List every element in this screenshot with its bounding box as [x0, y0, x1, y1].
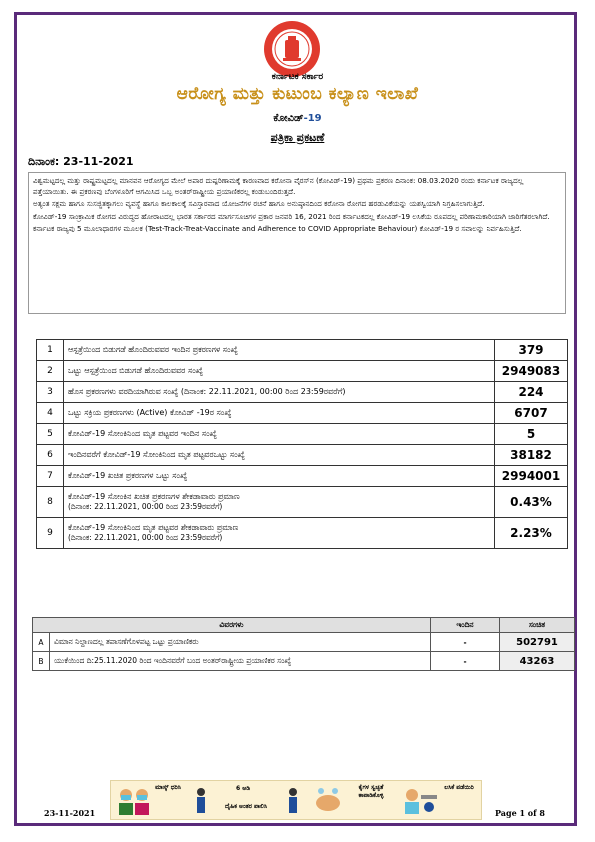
row-value: 6707 [495, 403, 568, 424]
row-label: ಕೋವಿಡ್-19 ಖಚಿತ ಪ್ರಕರಣಗಳ ಒಟ್ಟು ಸಂಖ್ಯೆ [64, 466, 495, 487]
karnataka-emblem-logo [263, 20, 321, 78]
row-label: ಹೊಸ ಪ್ರಕರಣಗಳು ವರದಿಯಾಗಿರುವ ಸಂಖ್ಯೆ (ದಿನಾಂಕ: 22.11.2021, 00:00 ರಿಂದ 23:59ರವರೆಗೆ) [64, 382, 495, 403]
row-today: - [431, 652, 500, 671]
row-description: ಯುಕೆಯಿಂದ ದಿ:25.11.2020 ರಿಂದ ಇಂದಿನವರೆಗೆ ಬಂದ ಅಂತರ್‌ರಾಷ್ಟ್ರೀಯ ಪ್ರಯಾಣಿಕರ ಸಂಖ್ಯೆ [50, 652, 431, 671]
banner-label: ಕೈಗಳ ಸ್ವಚ್ಛತೆ ಕಾಪಾಡಿಕೊಳ್ಳಿ [358, 784, 384, 799]
row-value: 2949083 [495, 361, 568, 382]
row-number: 8 [37, 487, 64, 518]
row-label: ಆಸ್ಪತ್ರೆಯಿಂದ ಬಿಡುಗಡೆ ಹೊಂದಿರುವವರ ಇಂದಿನ ಪ್ರಕರಣಗಳ ಸಂಖ್ಯೆ [64, 340, 495, 361]
masked-people-icon [115, 785, 153, 815]
row-sublabel: (ದಿನಾಂಕ: 22.11.2021, 00:00 ರಿಂದ 23:59ರವರೆಗೆ) [68, 502, 223, 511]
hand-wash-icon [311, 785, 345, 815]
row-value: 379 [495, 340, 568, 361]
footer-date: 23-11-2021 [44, 808, 96, 818]
table-row [37, 424, 568, 445]
department-title: ಆರೋಗ್ಯ ಮತ್ತು ಕುಟುಂಬ ಕಲ್ಯಾಣ ಇಲಾಖೆ [176, 84, 419, 104]
intro-paragraph: ವಿಶ್ವಮಟ್ಟದಲ್ಲ ಮತ್ತು ರಾಷ್ಟ್ರಮಟ್ಟದಲ್ಲ ಮಾನವನ ಆರೋಗ್ಯದ ಮೇಲೆ ಅಪಾರ ದುಷ್ಪರಿಣಾಮಕ್ಕೆ ಕಾರಣವಾದ ಕರೋನಾ ವೈರಸ್‌ನ (ಕೋವಿಡ್-19) ಪ್ರಥಮ ಪ್ರಕರಣ ದಿನಾಂಕ: 08.03.2020 ರಂದು ಕರ್ನಾಟಕ ರಾಜ್ಯದಲ್ಲ ಪತ್ತೆಯಾಯಿತು. ಈ ಪ್ರಕರಣವು ಬೆಂಗಳೂರಿಗೆ ಆಗಮಿಸಿದ ಒಬ್ಬ ಅಂತರ್‌ರಾಷ್ಟ್ರೀಯ ಪ್ರಯಾಣಿಕರಲ್ಲ ಕಂಡುಬಂದಿರುತ್ತದೆ. [33, 176, 524, 196]
table-row [33, 652, 575, 671]
table-header-row [33, 618, 575, 633]
row-label: ಒಟ್ಟು ಆಸ್ಪತ್ರೆಯಿಂದ ಬಿಡುಗಡೆ ಹೊಂದಿರುವವರ ಸಂಖ್ಯೆ [64, 361, 495, 382]
intro-paragraph: ಕರ್ನಾಟಕ ರಾಜ್ಯವು 5 ಮೂಲಾಧಾರಗಳ ಮೂಲಕ (Test-Track-Treat-Vaccinate and Adherence to COVID Appropriate Behaviour) ಕೋವಿಡ್-19 ರ ಸವಾಲನ್ನು ನಿರ್ವಹಿಸುತ್ತಿದೆ. [33, 224, 522, 234]
today-header: ಇಂದಿನ [431, 618, 500, 633]
person-icon [283, 787, 303, 815]
row-label: ಇಂದಿನವರೆಗೆ ಕೋವಿಡ್-19 ಸೋಂಕಿನಿಂದ ಮೃತ ಪಟ್ಟವರಒಟ್ಟು ಸಂಖ್ಯೆ [64, 445, 495, 466]
banner-label: ಲಸಿಕೆ ಪಡೆಯಿರಿ [444, 784, 474, 791]
row-value: 5 [495, 424, 568, 445]
row-number: 2 [37, 361, 64, 382]
cumulative-header: ಸಂಚಿತ [500, 618, 575, 633]
row-number: 5 [37, 424, 64, 445]
government-title: ಕರ್ನಾಟಕ ಸರ್ಕಾರ [271, 72, 324, 82]
banner-label: ದೈಹಿಕ ಅಂತರ ಪಾಲಿಸಿ [224, 803, 268, 810]
row-label-cell [64, 518, 495, 549]
table-row [37, 445, 568, 466]
row-letter: A [33, 633, 50, 652]
intro-box [28, 172, 566, 314]
row-label: ಕೋವಿಡ್-19 ಸೋಂಕಿನಿಂದ ಮೃತ ಪಟ್ಟವರ ಶೇಕಡಾವಾರು ಪ್ರಮಾಣ [68, 523, 239, 532]
table-row [37, 403, 568, 424]
row-value: 2.23% [495, 518, 568, 549]
vaccine-icon [401, 785, 439, 815]
row-number: 6 [37, 445, 64, 466]
row-value: 2994001 [495, 466, 568, 487]
table-row [37, 487, 568, 518]
intro-paragraph: ಕೋವಿಡ್-19 ಸಾಂಕ್ರಾಮಿಕ ರೋಗದ ವಿರುದ್ಧದ ಹೋರಾಟದಲ್ಲ ಭಾರತ ಸರ್ಕಾರದ ಮಾರ್ಗಸೂಚಿಗಳ ಪ್ರಕಾರ ಜನವರಿ 16, 2021 ರಿಂದ ಕರ್ನಾಟಕದಲ್ಲ ಕೋವಿಡ್-19 ಲಸಿಕೆಯ ರೂಪದಲ್ಲ ಪರಿಣಾಮಕಾರಿಯಾಗಿ ಜಾರಿಗೆತರಲಾಗಿದೆ. [33, 211, 550, 221]
row-value: 38182 [495, 445, 568, 466]
banner-label: ಮಾಸ್ಕ್ ಧರಿಸಿ [155, 784, 181, 791]
table-row [37, 382, 568, 403]
row-label: ಕೋವಿಡ್-19 ಸೋಂಕಿನ ಖಚಿತ ಪ್ರಕರಣಗಳ ಶೇಕಡಾವಾರು ಪ್ರಮಾಣ [68, 492, 240, 501]
row-cumulative: 43263 [500, 652, 575, 671]
covid-appropriate-behaviour-banner [110, 780, 482, 820]
row-sublabel: (ದಿನಾಂಕ: 22.11.2021, 00:00 ರಿಂದ 23:59ರವರೆಗೆ) [68, 533, 223, 542]
table-row [37, 518, 568, 549]
row-description: ವಿಮಾನ ನಿಲ್ದಾಣದಲ್ಲ ತಪಾಸಣೆಗೊಳಪಟ್ಟ ಒಟ್ಟು ಪ್ರಯಾಣಿಕರು [50, 633, 431, 652]
row-number: 3 [37, 382, 64, 403]
covid-prefix: ಕೋವಿಡ್ [273, 113, 304, 124]
press-release-title: ಪತ್ರಿಕಾ ಪ್ರಕಟಣೆ [270, 131, 325, 144]
row-number: 4 [37, 403, 64, 424]
banner-label: 6 ಅಡಿ [236, 785, 250, 792]
row-value: 224 [495, 382, 568, 403]
details-header: ವಿವರಗಳು [33, 618, 431, 633]
covid-number: -19 [303, 113, 322, 124]
stats-table [36, 339, 568, 549]
row-today: - [431, 633, 500, 652]
table-row [37, 466, 568, 487]
row-number: 9 [37, 518, 64, 549]
row-number: 1 [37, 340, 64, 361]
row-number: 7 [37, 466, 64, 487]
intro-paragraph: ಅತ್ಯಂತ ಸಕ್ಷಮ ಹಾಗೂ ಸುಸಜ್ಜಿತಕ್ಕಾಗಲು ವ್ಯವಸ್ಥೆ ಹಾಗೂ ಕಾಲಕಾಲಕ್ಕೆ ಸವಿಸ್ತಾರವಾದ ಯೋಜನೆಗಳ ರಚನೆ ಹಾಗೂ ಅನುಷ್ಠಾನದಿಂದ ಕರೋನಾ ರೋಗದ ಹರಡುವಿಕೆಯನ್ನು ಯಶಸ್ವಿಯಾಗಿ ನಿಗ್ರಹಿಸಲಾಗುತ್ತಿದೆ. [33, 199, 485, 209]
page-number: Page 1 of 8 [495, 808, 545, 818]
row-value: 0.43% [495, 487, 568, 518]
details-table [32, 617, 575, 671]
row-label: ಒಟ್ಟು ಸಕ್ರಿಯ ಪ್ರಕರಣಗಳು (Active) ಕೋವಿಡ್ -19ರ ಸಂಖ್ಯೆ [64, 403, 495, 424]
document-date: ದಿನಾಂಕ: 23-11-2021 [28, 155, 134, 168]
person-icon [191, 787, 211, 815]
row-label-cell [64, 487, 495, 518]
covid-heading [0, 113, 595, 124]
row-label: ಕೋವಿಡ್-19 ಸೋಂಕಿನಿಂದ ಮೃತ ಪಟ್ಟವರ ಇಂದಿನ ಸಂಖ್ಯೆ [64, 424, 495, 445]
row-cumulative: 502791 [500, 633, 575, 652]
row-letter: B [33, 652, 50, 671]
table-row [37, 340, 568, 361]
table-row [33, 633, 575, 652]
table-row [37, 361, 568, 382]
